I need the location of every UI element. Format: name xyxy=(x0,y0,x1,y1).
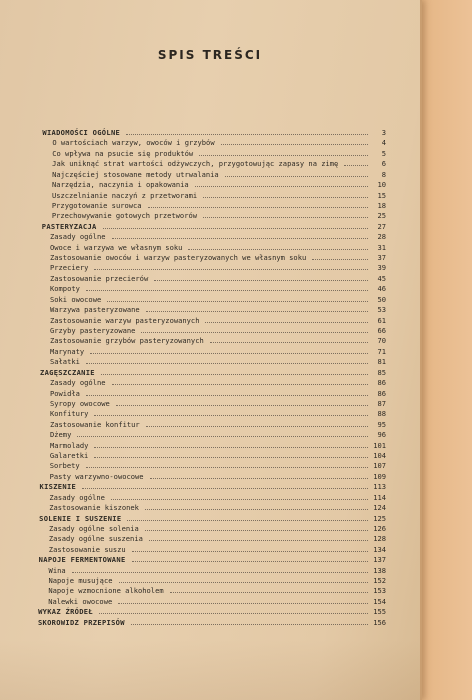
toc-entry-row xyxy=(52,170,386,180)
toc-entry-label: Nalewki owocowe xyxy=(48,596,113,606)
toc-page-number: 137 xyxy=(373,555,386,565)
toc-entry-row xyxy=(52,201,386,211)
toc-entry-label: Przechowywanie gotowych przetworów xyxy=(51,211,198,221)
dot-leader xyxy=(195,182,368,187)
toc-entry-row xyxy=(50,274,386,284)
toc-entry-row xyxy=(52,211,386,221)
toc-entry-row xyxy=(50,430,386,440)
dot-leader xyxy=(146,307,368,312)
toc-page-number: 46 xyxy=(377,284,386,294)
toc-entry-row xyxy=(50,305,386,315)
dot-leader xyxy=(199,151,368,156)
dot-leader xyxy=(225,172,368,177)
toc-page-number: 3 xyxy=(381,128,386,137)
toc-entry-row xyxy=(50,232,386,242)
toc-page-number: 95 xyxy=(377,419,386,429)
toc-page-number: 37 xyxy=(377,253,386,263)
toc-entry-row xyxy=(49,534,386,544)
toc-section-row xyxy=(38,607,386,617)
toc-entry-row xyxy=(52,149,386,159)
toc-page-number: 155 xyxy=(373,607,386,617)
toc-page-number: 15 xyxy=(377,190,386,200)
toc-entry-label: Dżemy xyxy=(50,430,72,440)
toc-entry-row xyxy=(50,284,386,294)
toc-page-number: 8 xyxy=(381,169,386,179)
toc-page-number: 86 xyxy=(377,388,386,398)
toc-page-number: 71 xyxy=(377,346,386,356)
dot-leader xyxy=(145,505,368,510)
dot-leader xyxy=(94,443,368,448)
toc-entry-label: Jak uniknąć strat wartości odżywczych, przygotowując zapasy na zimę xyxy=(52,159,339,169)
dot-leader xyxy=(221,140,368,145)
toc-entry-label: SOLENIE I SUSZENIE xyxy=(39,513,122,523)
toc-entry-row xyxy=(50,441,386,451)
dot-leader xyxy=(107,297,368,302)
dot-leader xyxy=(145,526,368,531)
dot-leader xyxy=(344,161,368,166)
toc-section-row xyxy=(40,482,386,492)
toc-entry-label: Zastosowanie suszu xyxy=(48,544,126,554)
toc-entry-label: Zastosowanie owoców i warzyw pasteryzowanych we własnym soku xyxy=(50,253,307,263)
toc-entry-row xyxy=(48,586,386,596)
toc-entry-label: Zastosowanie kiszonek xyxy=(49,503,139,513)
toc-entry-row xyxy=(50,399,386,409)
toc-page-number: 4 xyxy=(381,138,386,148)
dot-leader xyxy=(312,255,368,260)
toc-page-number: 27 xyxy=(377,221,386,231)
toc-page-number: 70 xyxy=(377,336,386,346)
dot-leader xyxy=(101,370,368,375)
toc-entry-label: Sorbety xyxy=(49,461,80,471)
toc-entry-row xyxy=(50,347,386,357)
dot-leader xyxy=(112,380,368,385)
toc-page-number: 66 xyxy=(377,325,386,335)
toc-entry-row xyxy=(49,493,386,503)
toc-entry-label: PASTERYZACJA xyxy=(41,221,97,231)
toc-page-number: 45 xyxy=(377,273,386,283)
toc-section-row xyxy=(39,514,386,524)
toc-entry-label: Co wpływa na psucie się produktów xyxy=(52,148,194,158)
dot-leader xyxy=(132,557,368,562)
toc-page-number: 31 xyxy=(377,242,386,252)
dot-leader xyxy=(210,338,368,343)
toc-entry-row xyxy=(50,243,386,253)
toc-entry-label: Soki owocowe xyxy=(50,294,102,304)
toc-entry-label: NAPOJE FERMENTOWANE xyxy=(38,555,126,565)
toc-page-number: 113 xyxy=(373,482,386,492)
toc-section-row xyxy=(42,222,386,232)
dot-leader xyxy=(82,484,368,489)
dot-leader xyxy=(126,130,368,135)
toc-entry-label: Sałatki xyxy=(50,357,80,367)
toc-entry-label: KISZENIE xyxy=(39,482,77,492)
toc-entry-label: Syropy owocowe xyxy=(50,398,110,408)
toc-entry-label: Galaretki xyxy=(49,451,89,461)
toc-entry-row xyxy=(50,336,386,346)
toc-page-number: 53 xyxy=(377,305,386,315)
toc-entry-row xyxy=(50,295,386,305)
toc-entry-row xyxy=(50,389,386,399)
toc-page-number: 87 xyxy=(377,398,386,408)
toc-page-number: 10 xyxy=(377,180,386,190)
dot-leader xyxy=(170,588,368,593)
dot-leader xyxy=(72,568,368,573)
toc-entry-label: Powidła xyxy=(50,388,80,398)
dot-leader xyxy=(86,463,368,468)
toc-entry-row xyxy=(49,503,386,513)
dot-leader xyxy=(154,276,368,281)
toc-entry-label: Zastosowanie konfitur xyxy=(50,419,140,429)
toc-entry-label: Zasady ogólne suszenia xyxy=(48,534,143,544)
toc-entry-row xyxy=(50,451,386,461)
toc-page-number: 85 xyxy=(377,367,386,377)
dot-leader xyxy=(203,193,368,198)
dot-leader xyxy=(148,203,368,208)
dot-leader xyxy=(203,213,368,218)
dot-leader xyxy=(146,422,368,427)
toc-page-number: 128 xyxy=(373,534,386,544)
toc-page-number: 134 xyxy=(373,544,386,554)
dot-leader xyxy=(77,432,368,437)
dot-leader xyxy=(111,495,368,500)
dot-leader xyxy=(99,609,368,614)
toc-entry-label: Zasady ogólne xyxy=(49,492,105,502)
toc-page-number: 81 xyxy=(377,357,386,367)
toc-entry-label: Marynaty xyxy=(50,346,85,356)
toc-entry-row xyxy=(52,138,386,148)
toc-page-number: 39 xyxy=(377,263,386,273)
toc-entry-row xyxy=(52,191,386,201)
toc-entry-label: Warzywa pasteryzowane xyxy=(50,305,140,315)
toc-entry-label: Przeciery xyxy=(50,263,89,273)
toc-entry-row xyxy=(50,461,386,471)
toc-entry-label: Uszczelnianie naczyń z przetworami xyxy=(51,190,198,200)
toc-entry-label: Napoje musujące xyxy=(48,576,113,586)
dot-leader xyxy=(116,401,368,406)
toc-entry-label: Napoje wzmocnione alkoholem xyxy=(48,586,164,596)
toc-entry-label: Pasty warzywno-owocowe xyxy=(49,471,144,481)
dot-leader xyxy=(150,474,368,479)
dot-leader xyxy=(112,234,368,239)
toc-entry-row xyxy=(50,316,386,326)
toc-section-row xyxy=(42,128,386,138)
toc-entry-label: Kompoty xyxy=(50,284,80,294)
toc-entry-row xyxy=(50,326,386,336)
toc-entry-row xyxy=(50,409,386,419)
toc-page-number: 28 xyxy=(377,232,386,242)
toc-entry-label: Zasady ogólne xyxy=(50,232,106,242)
toc-page-number: 138 xyxy=(373,565,386,575)
toc-entry-label: Zastosowanie grzybów pasteryzowanych xyxy=(50,336,204,346)
dot-leader xyxy=(94,265,368,270)
toc-entry-label: Najczęściej stosowane metody utrwalania xyxy=(52,169,219,179)
toc-page-number: 101 xyxy=(373,440,386,450)
toc-entry-label: Konfitury xyxy=(50,409,89,419)
dot-leader xyxy=(132,547,368,552)
toc-entry-label: Zasady ogólne solenia xyxy=(49,523,139,533)
toc-entry-label: SKOROWIDZ PRZEPISÓW xyxy=(37,617,125,627)
toc-page-number: 126 xyxy=(373,523,386,533)
toc-entry-row xyxy=(49,566,386,576)
toc-entry-row xyxy=(50,472,386,482)
toc-page-number: 88 xyxy=(377,409,386,419)
dot-leader xyxy=(149,536,368,541)
toc-page-number: 25 xyxy=(377,211,386,221)
toc-page-number: 153 xyxy=(373,586,386,596)
toc-entry-label: Zastosowanie warzyw pasteryzowanych xyxy=(50,315,200,325)
toc-entry-label: Zasady ogólne xyxy=(50,378,106,388)
dot-leader xyxy=(119,578,369,583)
toc-entry-row xyxy=(49,545,386,555)
dot-leader xyxy=(127,516,368,521)
toc-page-number: 5 xyxy=(381,148,386,158)
toc-entry-row xyxy=(50,253,386,263)
dot-leader xyxy=(205,318,368,323)
toc-section-row xyxy=(39,555,386,565)
toc-entry-row xyxy=(52,159,386,169)
dot-leader xyxy=(118,599,368,604)
dot-leader xyxy=(86,391,368,396)
toc-entry-label: Przygotowanie surowca xyxy=(51,200,142,210)
toc-entry-label: Owoce i warzywa we własnym soku xyxy=(50,242,183,252)
dot-leader xyxy=(103,224,368,229)
toc-entry-label: WYKAZ ŹRÓDEŁ xyxy=(38,607,93,617)
toc-entry-label: ZAGĘSZCZANIE xyxy=(40,367,95,377)
toc-page-number: 96 xyxy=(377,430,386,440)
toc-page-number: 18 xyxy=(377,200,386,210)
toc-entry-label: Narzędzia, naczynia i opakowania xyxy=(52,180,189,190)
toc-page-number: 156 xyxy=(373,617,386,627)
toc-entry-row xyxy=(49,524,386,534)
dot-leader xyxy=(188,245,368,250)
dot-leader xyxy=(86,359,368,364)
toc-entry-row xyxy=(50,263,386,273)
toc-page-number: 50 xyxy=(377,294,386,304)
toc-entry-row xyxy=(48,597,386,607)
toc-section-row xyxy=(38,618,386,628)
dot-leader xyxy=(94,411,368,416)
toc-page-number: 109 xyxy=(373,471,386,481)
toc-page-number: 154 xyxy=(373,596,386,606)
toc-section-row xyxy=(40,368,386,378)
toc-entry-row xyxy=(50,420,386,430)
toc-entry-label: Marmolady xyxy=(50,440,89,450)
dot-leader xyxy=(86,286,368,291)
toc-page-number: 86 xyxy=(377,378,386,388)
toc-entry-label: Grzyby pasteryzowane xyxy=(50,325,136,335)
page-shadow xyxy=(0,640,420,700)
toc-entry-label: Wina xyxy=(48,565,66,575)
toc-entry-label: WIADOMOŚCI OGÓLNE xyxy=(42,128,121,137)
dot-leader xyxy=(141,328,368,333)
toc-page-number: 107 xyxy=(373,461,386,471)
toc-entry-row xyxy=(50,357,386,367)
toc-entry-row xyxy=(48,576,386,586)
page-title: SPIS TREŚCI xyxy=(157,48,263,62)
toc-page-number: 6 xyxy=(381,159,386,169)
toc-page-number: 125 xyxy=(373,513,386,523)
toc-entry-row xyxy=(50,378,386,388)
dot-leader xyxy=(94,453,368,458)
toc-page-number: 124 xyxy=(373,503,386,513)
toc-entry-row xyxy=(52,180,386,190)
dot-leader xyxy=(131,620,368,625)
toc-page-number: 152 xyxy=(373,576,386,586)
toc-page-number: 114 xyxy=(373,492,386,502)
toc-entry-label: O wartościach warzyw, owoców i grzybów xyxy=(52,138,215,148)
toc-page-number: 104 xyxy=(373,451,386,461)
toc-page-number: 61 xyxy=(377,315,386,325)
toc-entry-label: Zastosowanie przecierów xyxy=(50,273,149,283)
dot-leader xyxy=(90,349,368,354)
